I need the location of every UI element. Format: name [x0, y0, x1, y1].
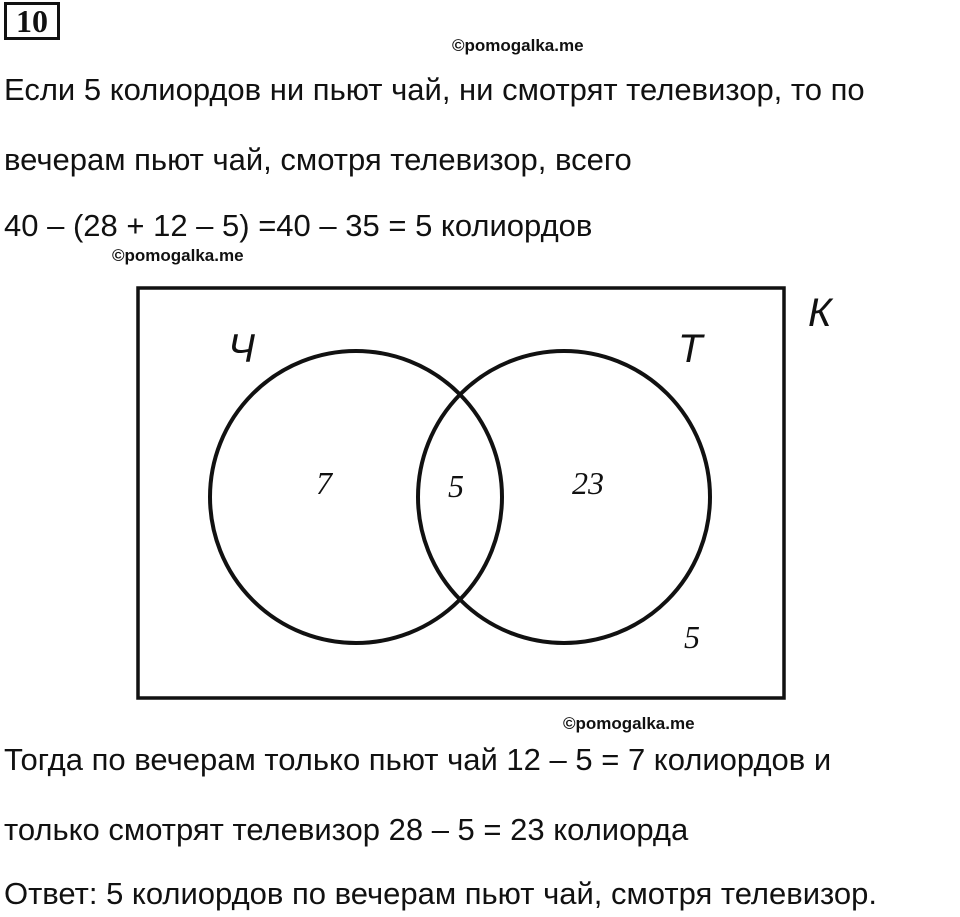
set-a-label: Ч	[228, 327, 255, 371]
both-value: 5	[448, 468, 464, 504]
text-line-5: только смотрят телевизор 28 – 5 = 23 колиорда	[4, 812, 689, 847]
only-b-value: 23	[572, 465, 604, 501]
text-line-4: Тогда по вечерам только пьют чай 12 – 5 = 7 колиордов и	[4, 742, 832, 777]
watermark-top: ©pomogalka.me	[452, 36, 584, 55]
text-line-1: Если 5 колиордов ни пьют чай, ни смотрят телевизор, то по	[4, 72, 865, 107]
set-b-label: Т	[678, 327, 703, 371]
watermark-bottom: ©pomogalka.me	[563, 714, 695, 733]
universe-label: К	[808, 291, 832, 335]
text-line-6: Ответ: 5 колиордов по вечерам пьют чай, смотря телевизор.	[4, 876, 877, 911]
only-a-value: 7	[316, 465, 332, 501]
neither-value: 5	[684, 619, 700, 655]
watermark-middle: ©pomogalka.me	[112, 246, 244, 265]
text-line-3: 40 – (28 + 12 – 5) =40 – 35 = 5 колиордов	[4, 208, 593, 243]
problem-number: 10	[4, 2, 60, 40]
text-line-2: вечерам пьют чай, смотря телевизор, всего	[4, 142, 632, 177]
